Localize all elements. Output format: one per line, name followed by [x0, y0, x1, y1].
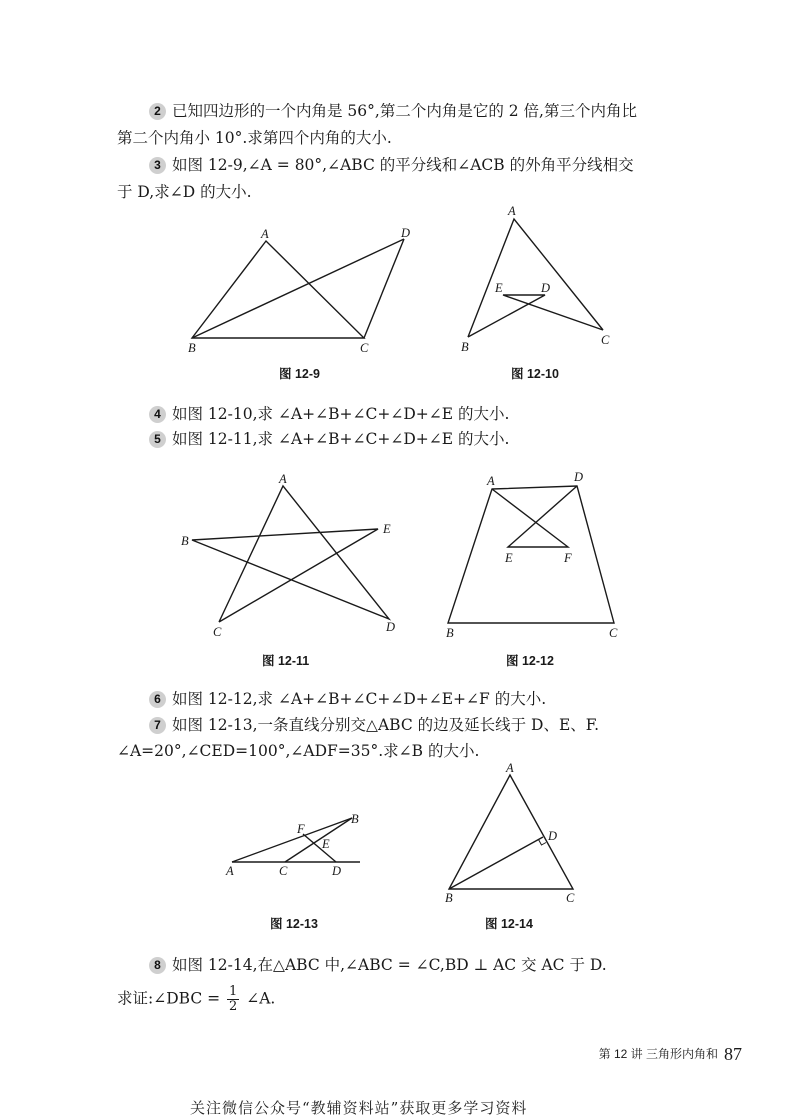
figure-caption: 图 12-12 — [506, 654, 554, 668]
problem-3-line-2: 于 D,求∠D 的大小. — [117, 183, 252, 201]
problem-number-badge: 7 — [149, 717, 166, 734]
fraction-denominator: 2 — [229, 999, 238, 1014]
problem-number-badge: 3 — [149, 157, 166, 174]
label-a: A — [508, 204, 516, 218]
problem-number-badge: 2 — [149, 103, 166, 120]
problem-2-line-2: 第二个内角小 10°.求第四个内角的大小. — [117, 129, 392, 147]
label-b: B — [351, 812, 359, 826]
label-d: D — [401, 226, 411, 240]
figure-caption: 图 12-9 — [279, 367, 320, 381]
figure-caption: 图 12-14 — [485, 917, 533, 931]
label-c: C — [360, 341, 369, 355]
label-c: C — [213, 625, 222, 639]
right-angle-mark — [539, 840, 547, 846]
chapter-title: 第 12 讲 三角形内角和 — [598, 1047, 718, 1061]
figure-12-13 — [225, 812, 360, 878]
figure-caption: 图 12-11 — [262, 654, 310, 668]
label-f: F — [297, 822, 305, 836]
label-a: A — [261, 227, 269, 241]
label-a: A — [506, 761, 514, 775]
label-b: B — [445, 891, 453, 905]
problem-7-line-2: ∠A=20°,∠CED=100°,∠ADF=35°.求∠B 的大小. — [117, 742, 480, 760]
fraction-one-half — [227, 985, 239, 1014]
label-d: D — [541, 281, 551, 295]
segment-cb — [285, 818, 352, 862]
page-number: 87 — [724, 1044, 742, 1064]
problem-3-text: 如图 12-9,∠A = 80°,∠ABC 的平分线和∠ACB 的外角平分线相交 — [172, 156, 634, 174]
proof-prefix: 求证:∠DBC = — [117, 989, 221, 1008]
page-footer — [599, 1044, 742, 1065]
label-a: A — [279, 472, 287, 486]
problem-7-text: 如图 12-13,一条直线分别交△ABC 的边及延长线于 D、E、F. — [172, 716, 600, 734]
label-e: E — [322, 837, 330, 851]
label-c: C — [609, 626, 618, 640]
label-d: D — [386, 620, 396, 634]
label-b: B — [446, 626, 454, 640]
problem-number-badge: 5 — [149, 431, 166, 448]
segment-ab — [232, 818, 352, 862]
label-f: F — [564, 551, 572, 565]
problem-2-text: 已知四边形的一个内角是 56°,第二个内角是它的 2 倍,第三个内角比 — [172, 102, 637, 120]
problem-8-line-2 — [117, 985, 275, 1014]
label-b: B — [181, 534, 189, 548]
figure-caption: 图 12-13 — [270, 917, 318, 931]
label-c: C — [601, 333, 610, 347]
problem-number-badge: 8 — [149, 957, 166, 974]
problem-6-text: 如图 12-12,求 ∠A+∠B+∠C+∠D+∠E+∠F 的大小. — [172, 690, 547, 708]
problem-8-line-1 — [149, 955, 607, 975]
figure-12-14 — [445, 761, 575, 905]
label-b: B — [461, 340, 469, 354]
figure-caption: 图 12-10 — [511, 367, 559, 381]
label-a: A — [487, 474, 495, 488]
segment-fd — [303, 834, 336, 862]
problem-5-text: 如图 12-11,求 ∠A+∠B+∠C+∠D+∠E 的大小. — [172, 430, 510, 448]
label-e: E — [383, 522, 391, 536]
problem-number-badge: 6 — [149, 691, 166, 708]
fraction-numerator: 1 — [229, 984, 238, 999]
label-d: D — [548, 829, 558, 843]
label-d: D — [574, 470, 584, 484]
label-c: C — [566, 891, 575, 905]
problem-4-text: 如图 12-10,求 ∠A+∠B+∠C+∠D+∠E 的大小. — [172, 405, 510, 423]
label-e: E — [495, 281, 503, 295]
label-a: A — [226, 864, 234, 878]
watermark-text: 关注微信公众号“教辅资料站”获取更多学习资料 — [190, 1099, 528, 1117]
label-e: E — [505, 551, 513, 565]
problem-number-badge: 4 — [149, 406, 166, 423]
label-d: D — [332, 864, 342, 878]
label-c: C — [279, 864, 288, 878]
proof-suffix: ∠A. — [246, 989, 276, 1008]
problem-8-text: 如图 12-14,在△ABC 中,∠ABC = ∠C,BD ⊥ AC 交 AC 于 D. — [172, 956, 607, 974]
label-b: B — [188, 341, 196, 355]
